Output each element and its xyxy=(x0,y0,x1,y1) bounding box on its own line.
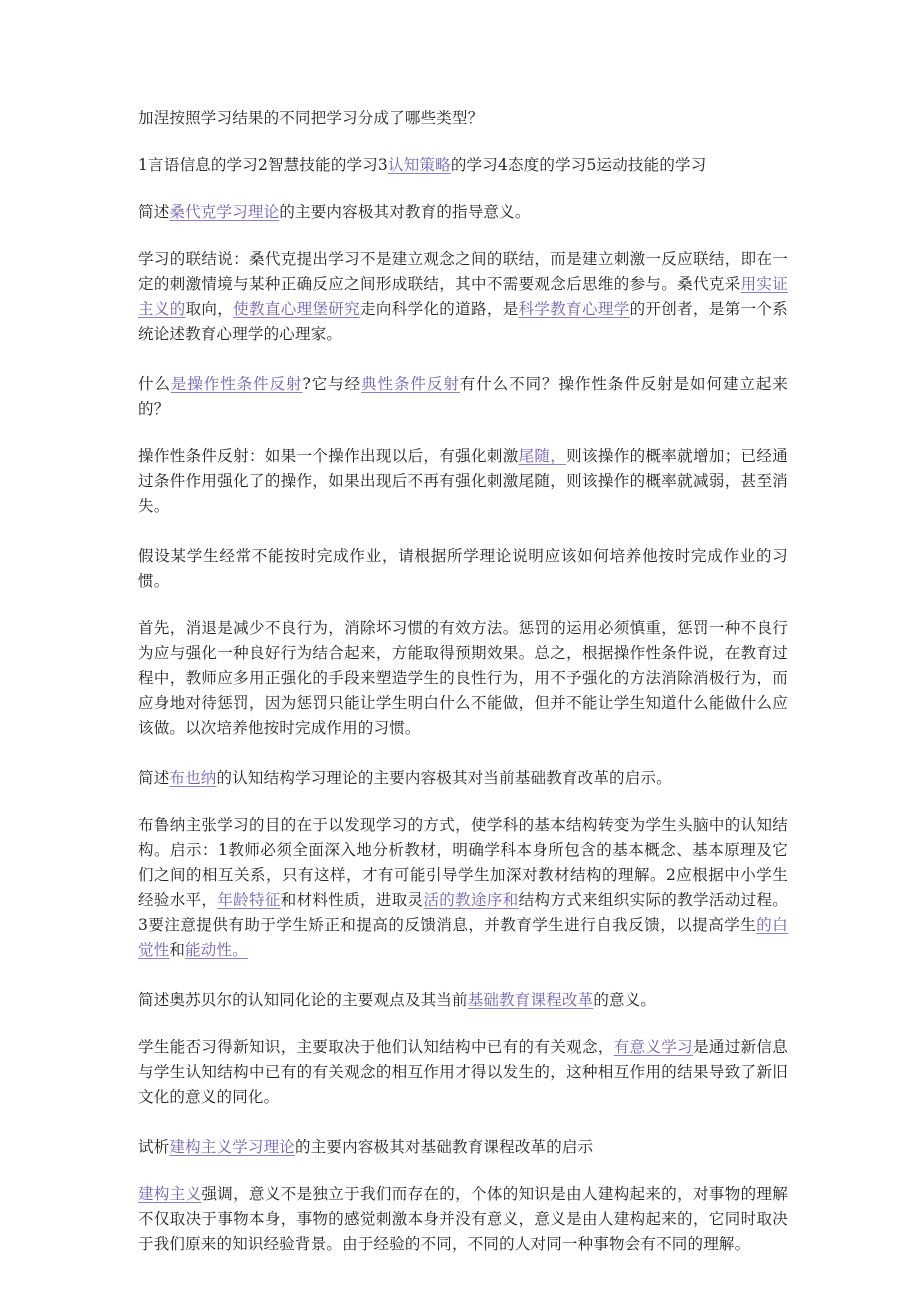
question-2-text-b: 的主要内容极其对教育的指导意义。 xyxy=(279,203,531,221)
link-constructivism-theory[interactable]: 建构主义学习理论 xyxy=(169,1138,296,1156)
answer-3-text-a: 操作性条件反射：如果一个操作出现以后，有强化刺激 xyxy=(138,447,519,465)
document-content xyxy=(138,106,788,1282)
question-3-text-a: 什么 xyxy=(138,375,171,393)
answer-5-text-c: 结构方式来组织实际的教学活动过程。3要注意提供有助于学生矫正和提高的反馈消息，并教育学生进行自我反馈，以提高学生 xyxy=(138,891,788,934)
link-classical-conditioning[interactable]: 典性条件反射 xyxy=(361,375,460,393)
link-thorndike-theory[interactable]: 桑代克学习理论 xyxy=(169,203,280,221)
link-self-consciousness[interactable]: 的白觉性 xyxy=(138,916,788,959)
question-5-text-b: 的认知结构学习理论的主要内容极其对当前基础教育改革的启示。 xyxy=(216,769,672,787)
answer-6-text-b: 是通过新信息与学生认知结构中已有的有关观念的相互作用才得以发生的，这种相互作用的结果导致了新旧文化的意义的同化。 xyxy=(138,1038,788,1106)
answer-5 xyxy=(138,813,788,963)
answer-3 xyxy=(138,444,788,519)
answer-7-text: 强调，意义不是独立于我们而存在的，个体的知识是由人建构起来的，对事物的理解不仅取决于事物本身，事物的感觉刺激本身并没有意义，意义是由人建构起来的，它同时取决于我们原来的知识经验背景。由于经验的不同，不同的人对同一种事物会有不同的理解。 xyxy=(138,1185,788,1253)
question-1 xyxy=(138,106,788,131)
answer-6-text-a: 学生能否习得新知识，主要取决于他们认知结构中已有的有关观念， xyxy=(138,1038,614,1056)
question-3 xyxy=(138,372,788,422)
link-constructivism[interactable]: 建构主义 xyxy=(138,1185,202,1203)
question-7-text-b: 的主要内容极其对基础教育课程改革的启示 xyxy=(295,1138,594,1156)
question-3-text-b: ?它与经 xyxy=(302,375,362,393)
answer-5-text-b: 和材料性质，进取灵 xyxy=(280,891,424,909)
question-4-text: 假设某学生经常不能按时完成作业，请根据所学理论说明应该如何培养他按时完成作业的习惯。 xyxy=(138,547,788,590)
question-1-text: 加涅按照学习结果的不同把学习分成了哪些类型？ xyxy=(138,109,484,127)
link-initiative[interactable]: 能动性。 xyxy=(185,941,248,959)
link-bruner[interactable]: 布也纳 xyxy=(169,769,217,787)
link-cognitive-strategy[interactable]: 认知策略 xyxy=(388,156,451,174)
link-operant-conditioning[interactable]: 是操作性条件反射 xyxy=(170,375,303,393)
answer-3-text-b: 则该操作的概率就增加；已经通过条件作用强化了的操作，如果出现后不再有强化刺激尾随，则该操作的概率就减弱，甚至消失。 xyxy=(138,447,788,515)
link-basic-education-reform[interactable]: 基础教育课程改革 xyxy=(467,991,594,1009)
link-positivism[interactable]: 用实证主义的 xyxy=(138,275,788,318)
answer-2-text-b: 取向， xyxy=(185,300,234,318)
link-educational-psychology-research[interactable]: 使教直心理堡研究 xyxy=(233,300,361,318)
question-7 xyxy=(138,1135,788,1160)
answer-1 xyxy=(138,153,788,178)
answer-1-text-b: 的学习4态度的学习5运动技能的学习 xyxy=(450,156,707,174)
link-meaningful-learning[interactable]: 有意义学习 xyxy=(613,1038,693,1056)
answer-6 xyxy=(138,1035,788,1110)
question-6 xyxy=(138,988,788,1013)
question-3-text-c: 有什么不同？操作性条件反射是如何建立起来的？ xyxy=(138,375,788,418)
answer-4-text: 首先，消退是减少不良行为，消除坏习惯的有效方法。惩罚的运用必须慎重，惩罚一种不良行为应与强化一种良好行为结合起来，方能取得预期效果。总之，根据操作性条件说，在教育过程中，教师应多用正强化的手段来塑造学生的良性行为，用不予强化的方法消除消极行为，而应身地对待惩罚，因为惩罚只能让学生明白什么不能做，但并不能让学生知道什么能做什么应该做。以次培养他按时完成作用的习惯。 xyxy=(138,619,788,737)
answer-2-text-d: 的开创者，是第一个系统论述教育心理学的心理家。 xyxy=(138,300,788,343)
question-7-text-a: 试析 xyxy=(138,1138,170,1156)
answer-5-text-a: 布鲁纳主张学习的目的在于以发现学习的方式，使学科的基本结构转变为学生头脑中的认知结构。启示：1教师必须全面深入地分析教材，明确学科本身所包含的基本概念、基本原理及它们之间的相互关系，只有这样，才有可能引导学生加深对教材结构的理解。2应根据中小学生经验水平， xyxy=(138,816,788,909)
answer-1-text-a: 1言语信息的学习2智慧技能的学习3 xyxy=(138,156,388,174)
link-scientific-educational-psychology[interactable]: 科学教育心理学 xyxy=(518,300,630,318)
answer-2-text-a: 学习的联结说：桑代克提出学习不是建立观念之间的联结，而是建立刺激一反应联结，即在一定的刺激情境与某种正确反应之间形成联结，其中不需要观念后思维的参与。桑代克采 xyxy=(138,250,788,293)
link-age-characteristics[interactable]: 年龄特征 xyxy=(217,891,281,909)
answer-5-text-d: 和 xyxy=(169,941,186,959)
question-5 xyxy=(138,766,788,791)
question-2-text-a: 简述 xyxy=(138,203,170,221)
answer-7 xyxy=(138,1182,788,1257)
link-teaching-procedure[interactable]: 活的教途序和 xyxy=(423,891,519,909)
answer-2-text-c: 走向科学化的道路，是 xyxy=(360,300,519,318)
question-4 xyxy=(138,544,788,594)
question-5-text-a: 简述 xyxy=(138,769,170,787)
question-2 xyxy=(138,200,788,225)
link-follow[interactable]: 尾随， xyxy=(518,447,567,465)
question-6-text-a: 简述奥苏贝尔的认知同化论的主要观点及其当前 xyxy=(138,991,468,1009)
answer-4 xyxy=(138,616,788,741)
question-6-text-b: 的意义。 xyxy=(593,991,657,1009)
answer-2 xyxy=(138,247,788,347)
